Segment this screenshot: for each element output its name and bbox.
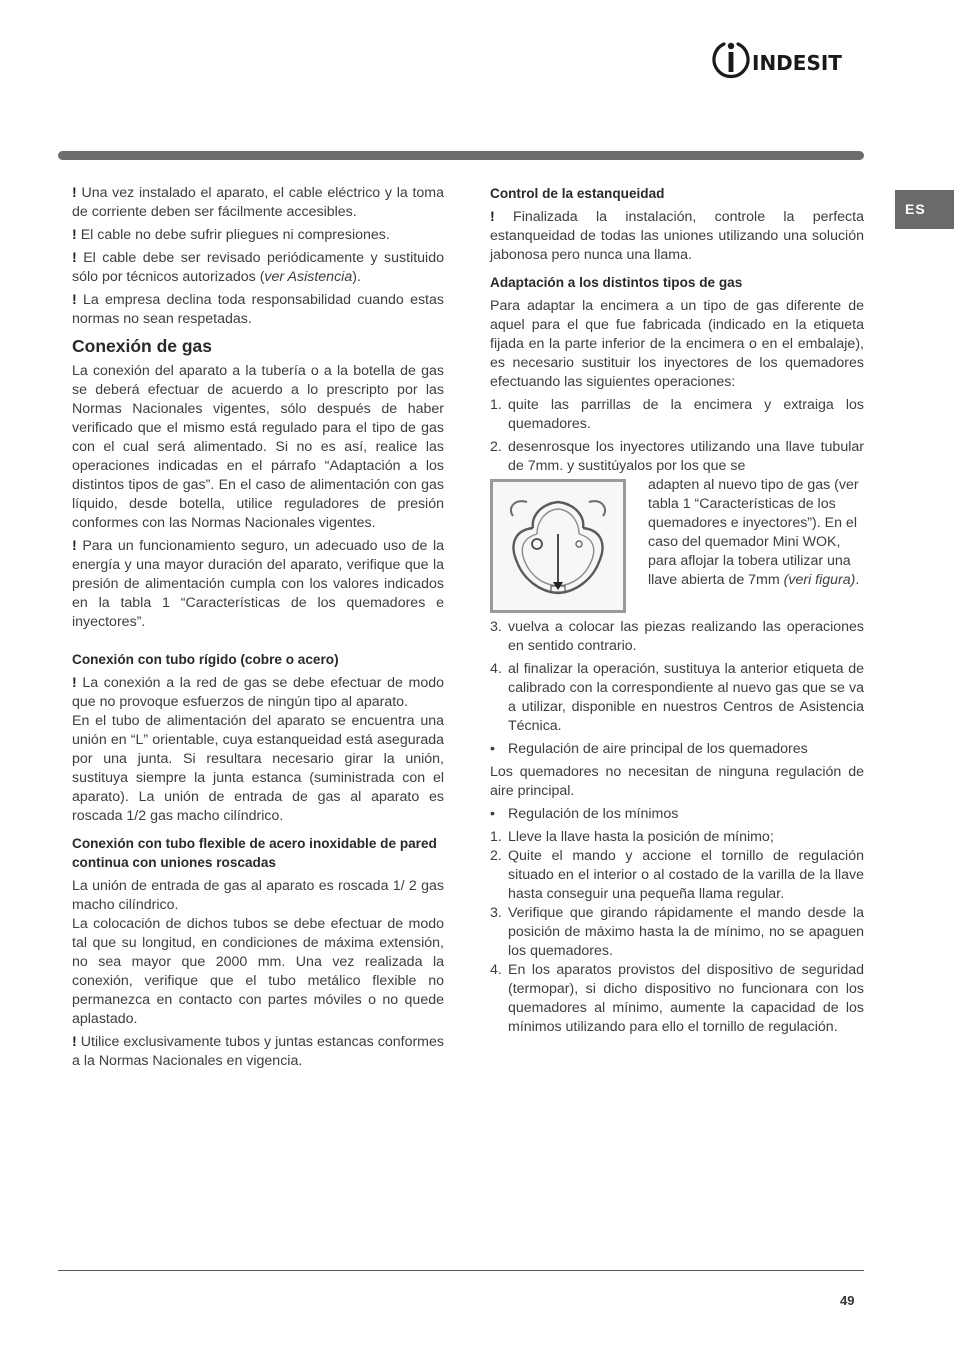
warning-icon: ! [72,538,77,554]
list-item [490,904,864,961]
warning-paragraph [72,1033,444,1071]
list-text-end: . [855,572,860,588]
body-paragraph: Los quemadores no necesitan de ninguna regulación de aire principal. [490,764,864,799]
warning-text: Una vez instalado el aparato, el cable eléctrico y la toma de corriente deben ser fácilmente accesibles. [72,185,444,220]
list-item [490,396,864,434]
list-text: desenrosque los inyectores utilizando una llave tubular de 7mm. y sustitúyalos por los que se [508,439,864,474]
list-item [490,847,864,904]
page-number: 49 [840,1293,855,1308]
body-paragraph: Para adaptar la encimera a un tipo de gas diferente de aquel para el que fue fabricada (indicado en la etiqueta fijada en la parte inferior de la encimera o en el embalaje), es necesario sustituir los inyectores de los quemadores efectuando las siguientes operaciones: [490,298,864,390]
warning-icon: ! [72,292,77,308]
warning-icon: ! [490,209,495,225]
warning-paragraph [72,537,444,632]
assistance-reference: ver Asistencia [264,269,353,285]
right-column [490,184,864,1037]
warning-icon: ! [72,1034,77,1050]
bullet-text: Regulación de aire principal de los quemadores [508,741,808,757]
warning-icon: ! [72,185,77,201]
burner-wrench-figure [490,479,626,613]
language-tab: ES [895,190,954,229]
list-item [490,660,864,736]
warning-text: Para un funcionamiento seguro, un adecuado uso de la energía y una mayor duración del aparato, verifique que la presión de alimentación cumpla con los valores indicados en la tabla 1 “Características de los quemadores e inyectores”. [72,538,444,630]
warning-text-end: ). [352,269,361,285]
figure-caption-text [648,476,864,590]
warning-paragraph [72,184,444,222]
brand-logo [712,38,867,82]
brand-logo-mark [712,38,750,82]
list-item [490,828,864,847]
header-rule [58,151,864,160]
warning-paragraph [490,208,864,265]
list-item [490,961,864,1037]
bullet-icon: • [490,806,495,822]
figure-reference: (veri figura) [783,572,856,588]
subsection-title-rigid-pipe: Conexión con tubo rígido (cobre o acero) [72,652,339,667]
bullet-item [490,805,864,824]
warning-icon: ! [72,227,77,243]
list-number: 2. [490,848,502,864]
list-item [490,618,864,656]
warning-paragraph [72,226,444,245]
bullet-icon: • [490,741,495,757]
subsection-title-seal-check: Control de la estanqueidad [490,186,665,201]
list-number: 1. [490,397,502,413]
left-column [72,184,444,1075]
body-paragraph: La unión de entrada de gas al aparato es roscada 1/ 2 gas macho cilíndrico. [72,878,444,913]
subsection-title-flexible-pipe: Conexión con tubo flexible de acero inoxidable de pared continua con uniones roscadas [72,836,437,870]
bullet-text: Regulación de los mínimos [508,806,679,822]
list-text: Verifique que girando rápidamente el mando desde la posición de máximo hasta la de mínimo, no se apaguen los quemadores. [508,905,864,959]
body-paragraph: La conexión del aparato a la tubería o a la botella de gas se deberá efectuar de acuerdo a lo prescripto por las Normas Nacionales vigentes, sólo después de haber verificado que el mismo está regulado para el tipo de gas con el cual será alimentado. Si no es así, realice las operaciones indicadas en el párrafo “Adaptación a los distintos tipos de gas”. En el caso de alimentación con gas líquido, desde botella, utilice reguladores de presión conformes con las Normas Nacionales vigentes. [72,363,444,531]
list-text: al finalizar la operación, sustituya la anterior etiqueta de calibrado con la correspondiente al nuevo gas que se va a utilizar, disponible en nuestros Centros de Asistencia Técnica. [508,661,864,734]
brand-wordmark: indesit [752,43,842,77]
list-text: En los aparatos provistos del dispositivo de seguridad (termopar), si dicho dispositivo no funcionara con los quemadores al mínimo, aumente la capacidad de los mínimos utilizando para ello el tornillo de regulación. [508,962,864,1035]
list-text: vuelva a colocar las piezas realizando las operaciones en sentido contrario. [508,619,864,654]
warning-text: El cable debe ser revisado periódicamente y sustituido sólo por técnicos autorizados ( [72,250,444,285]
warning-text: Utilice exclusivamente tubos y juntas estancas conformes a la Normas Nacionales en vigencia. [72,1034,444,1069]
body-paragraph: La colocación de dichos tubos se debe efectuar de modo tal que su longitud, en condiciones de máxima extensión, no sea mayor que 2000 mm. Una vez realizada la conexión, verifique que el tubo metálico flexible no permanezca en contacto con partes móviles o no quede aplastado. [72,916,444,1027]
warning-paragraph [72,291,444,329]
list-number: 1. [490,829,502,845]
list-text: Quite el mando y accione el tornillo de regulación situado en el interior o al costado de la varilla de la llave hasta conseguir una pequeña llama regular. [508,848,864,902]
list-text: adapten al nuevo tipo de gas (ver tabla 1 “Características de los quemadores e inyectores”). En el caso del quemador Mini WOK, para aflojar la tobera utilizar una llave abierta de 7mm [648,477,859,588]
warning-icon: ! [72,250,77,266]
list-item [490,438,864,476]
mini-wok-burner-icon [493,482,623,610]
subsection-title-gas-adaptation: Adaptación a los distintos tipos de gas [490,275,743,290]
figure-row [490,476,864,616]
list-text: Lleve la llave hasta la posición de mínimo; [508,829,774,845]
list-text: quite las parrillas de la encimera y extraiga los quemadores. [508,397,864,432]
footer-rule [58,1270,864,1271]
warning-text: La empresa declina toda responsabilidad cuando estas normas no sean respetadas. [72,292,444,327]
body-paragraph: En el tubo de alimentación del aparato se encuentra una unión en “L” orientable, cuya estanqueidad está asegurada por una junta. Si resultara necesario girar la unión, sustituya siempre la junta estanca (suministrada con el aparato). La unión de entrada de gas al aparato es roscada 1/2 gas macho cilíndrico. [72,713,444,824]
list-number: 2. [490,439,502,455]
warning-text: El cable no debe sufrir pliegues ni compresiones. [80,227,390,243]
section-title-gas-connection: Conexión de gas [72,336,213,356]
list-number: 4. [490,661,502,677]
list-number: 3. [490,905,502,921]
warning-text: Finalizada la instalación, controle la perfecta estanqueidad de todas las uniones utilizando una solución jabonosa pero nunca una llama. [490,209,864,263]
bullet-item [490,740,864,759]
warning-icon: ! [72,675,77,691]
warning-text: La conexión a la red de gas se debe efectuar de modo que no provoque esfuerzos de ningún tipo al aparato. [72,675,444,710]
warning-paragraph [72,249,444,287]
warning-paragraph [72,674,444,712]
list-number: 4. [490,962,502,978]
list-number: 3. [490,619,502,635]
